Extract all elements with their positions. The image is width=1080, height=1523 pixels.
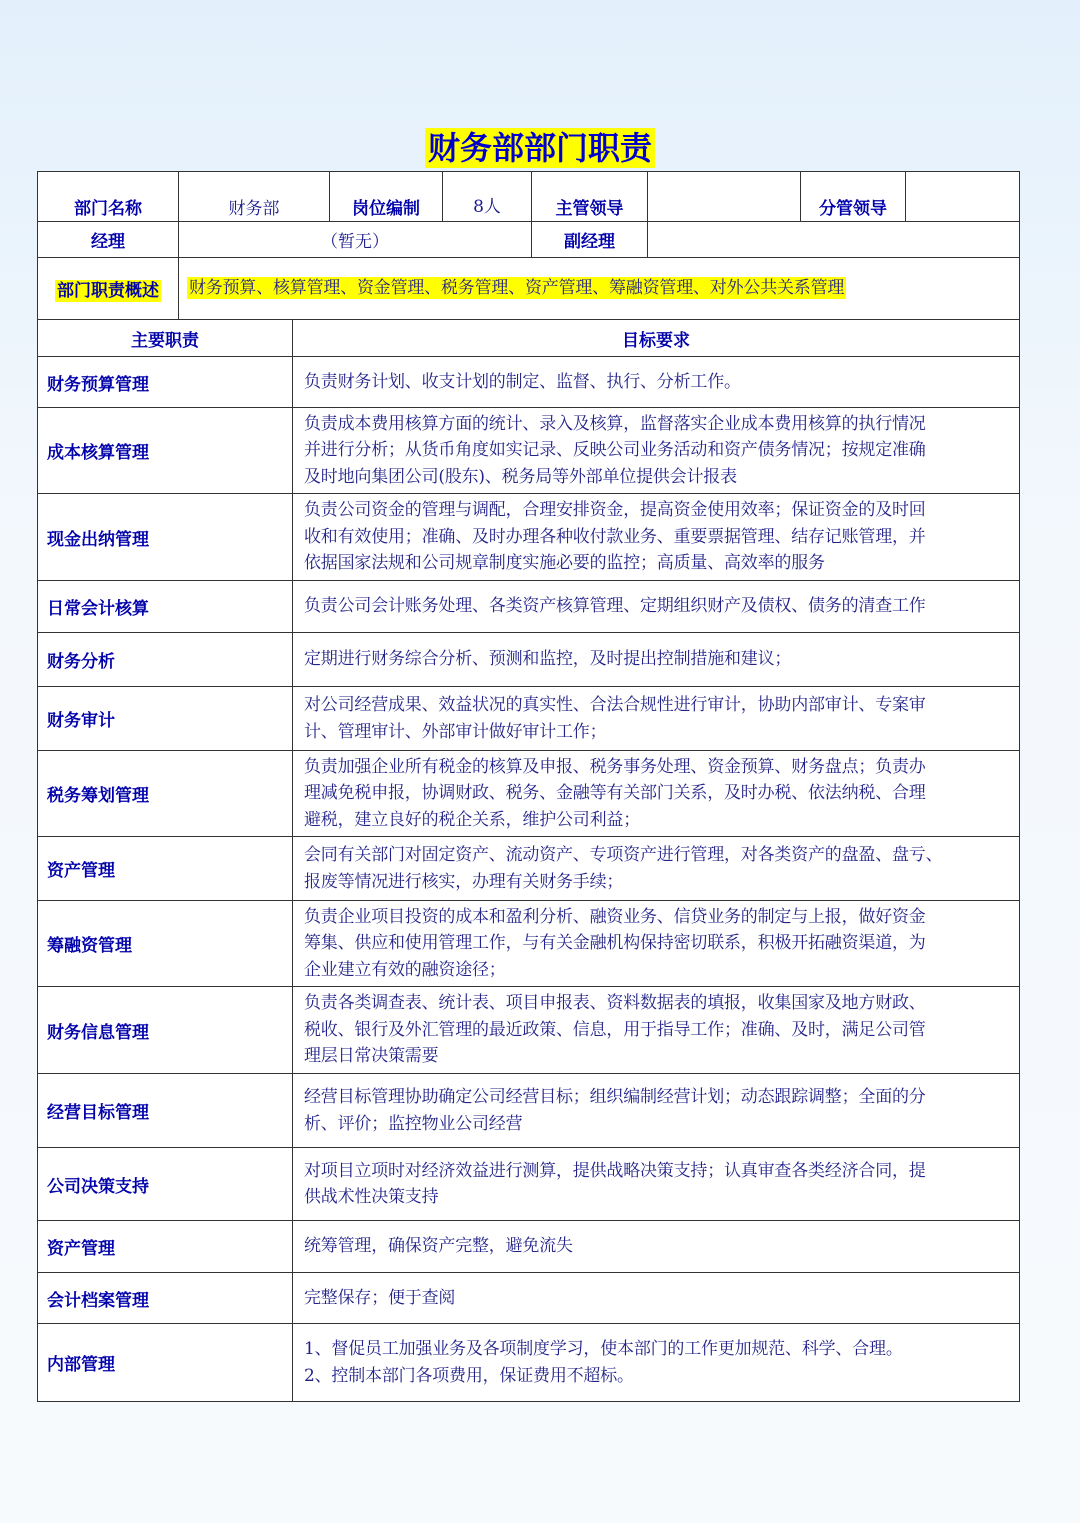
description-line: 负责企业项目投资的成本和盈利分析、融资业务、信贷业务的制定与上报，做好资金 (304, 906, 926, 927)
description-line: 析、评价；监控物业公司经营 (304, 1113, 523, 1134)
description-line: 依据国家法规和公司规章制度实施必要的监控；高质量、高效率的服务 (304, 553, 825, 574)
duty-description (293, 751, 1020, 837)
table-row (38, 581, 1020, 633)
duty-name: 资产管理 (38, 837, 293, 901)
summary-label: 部门职责概述 (57, 281, 159, 301)
leader-value (648, 172, 801, 222)
description-line: 完整保存；便于查阅 (304, 1287, 456, 1308)
duty-description (293, 1324, 1020, 1402)
info-row-1 (38, 172, 1020, 222)
duty-description (293, 494, 1020, 581)
table-row (38, 987, 1020, 1074)
duty-name: 日常会计核算 (38, 581, 293, 633)
duty-name: 经营目标管理 (38, 1074, 293, 1148)
dept-name-label: 部门名称 (38, 172, 179, 222)
description-line: 理减免税申报，协调财政、税务、金融等有关部门关系，及时办税、依法纳税、合理 (304, 783, 926, 804)
duty-description (293, 1273, 1020, 1324)
manager-label: 经理 (38, 222, 179, 258)
table-row (38, 1324, 1020, 1402)
responsibility-table (37, 171, 1020, 320)
duty-name: 资产管理 (38, 1221, 293, 1273)
duty-name: 内部管理 (38, 1324, 293, 1402)
description-line: 对公司经营成果、效益状况的真实性、合法合规性进行审计，协助内部审计、专案审 (304, 695, 926, 715)
duty-description (293, 901, 1020, 987)
duty-description (293, 987, 1020, 1074)
description-line: 负责财务计划、收支计划的制定、监督、执行、分析工作。 (304, 371, 741, 392)
description-line: 理层日常决策需要 (304, 1046, 439, 1067)
info-row-summary (38, 258, 1020, 320)
table-row (38, 1074, 1020, 1148)
table-row (38, 901, 1020, 987)
table-row (38, 1221, 1020, 1273)
duty-description (293, 357, 1020, 408)
info-row-2 (38, 222, 1020, 258)
table-row (38, 1273, 1020, 1324)
table-row (38, 751, 1020, 837)
description-line: 负责加强企业所有税金的核算及申报、税务事务处理、资金预算、财务盘点；负责办 (304, 756, 926, 777)
description-line: 2、控制本部门各项费用，保证费用不超标。 (304, 1365, 634, 1386)
description-line: 及时地向集团公司(股东)、税务局等外部单位提供会计报表 (304, 466, 737, 487)
duty-name: 财务预算管理 (38, 357, 293, 408)
page-title: 财务部部门职责 (425, 128, 655, 168)
page-title-wrap (0, 128, 1080, 172)
deputy-value (648, 222, 1020, 258)
table-row (38, 687, 1020, 751)
duty-name: 财务分析 (38, 633, 293, 687)
deputy-label: 副经理 (532, 222, 648, 258)
description-line: 定期进行财务综合分析、预测和监控，及时提出控制措施和建议； (304, 649, 792, 670)
table-row (38, 1148, 1020, 1221)
description-line: 收和有效使用；准确、及时办理各种收付款业务、重要票据管理、结存记账管理，并 (304, 526, 926, 547)
duty-description (293, 1221, 1020, 1273)
duty-column-header: 主要职责 (38, 320, 293, 357)
table-row (38, 837, 1020, 901)
table-row (38, 633, 1020, 687)
leader-label: 主管领导 (532, 172, 648, 222)
description-line: 负责公司会计账务处理、各类资产核算管理、定期组织财产及债权、债务的清查工作 (304, 596, 926, 617)
duty-description (293, 408, 1020, 494)
duty-header-row (38, 320, 1020, 357)
duty-name: 公司决策支持 (38, 1148, 293, 1221)
duty-description (293, 633, 1020, 687)
duty-name: 财务审计 (38, 687, 293, 751)
description-line: 报废等情况进行核实，办理有关财务手续； (304, 871, 624, 892)
description-line: 税收、银行及外汇管理的最近政策、信息，用于指导工作；准确、及时，满足公司管 (304, 1019, 926, 1040)
duty-name: 成本核算管理 (38, 408, 293, 494)
charge-leader-label: 分管领导 (801, 172, 906, 222)
description-line: 避税，建立良好的税企关系，维护公司利益； (304, 809, 640, 830)
duty-table (37, 319, 1020, 1402)
duty-description (293, 581, 1020, 633)
duty-name: 会计档案管理 (38, 1273, 293, 1324)
table-row (38, 494, 1020, 581)
target-column-header: 目标要求 (293, 320, 1020, 357)
charge-leader-value (906, 172, 1020, 222)
description-line: 统筹管理，确保资产完整，避免流失 (304, 1236, 573, 1257)
description-line: 供战术性决策支持 (304, 1187, 439, 1207)
description-line: 负责成本费用核算方面的统计、录入及核算，监督落实企业成本费用核算的执行情况 (304, 413, 926, 434)
duty-description (293, 837, 1020, 901)
table-row (38, 357, 1020, 408)
description-line: 经营目标管理协助确定公司经营目标；组织编制经营计划；动态跟踪调整；全面的分 (304, 1087, 926, 1107)
description-line: 企业建立有效的融资途径； (304, 959, 506, 980)
description-line: 筹集、供应和使用管理工作，与有关金融机构保持密切联系，积极开拓融资渠道，为 (304, 933, 926, 954)
table-row (38, 408, 1020, 494)
dept-name-value: 财务部 (179, 172, 330, 222)
duty-name: 筹融资管理 (38, 901, 293, 987)
description-line: 并进行分析；从货币角度如实记录、反映公司业务活动和资产债务情况；按规定准确 (304, 440, 926, 461)
summary-label-cell (38, 258, 179, 320)
headcount-label: 岗位编制 (330, 172, 443, 222)
duty-name: 财务信息管理 (38, 987, 293, 1074)
description-line: 1、督促员工加强业务及各项制度学习，使本部门的工作更加规范、科学、合理。 (304, 1339, 903, 1359)
description-line: 负责各类调查表、统计表、项目申报表、资料数据表的填报，收集国家及地方财政、 (304, 993, 926, 1014)
description-line: 会同有关部门对固定资产、流动资产、专项资产进行管理，对各类资产的盘盈、盘亏、 (304, 845, 943, 865)
summary-value-cell (179, 258, 1020, 320)
summary-value: 财务预算、核算管理、资金管理、税务管理、资产管理、筹融资管理、对外公共关系管理 (189, 278, 845, 299)
description-line: 计、管理审计、外部审计做好审计工作； (304, 721, 607, 742)
description-line: 对项目立项时对经济效益进行测算，提供战略决策支持；认真审查各类经济合同，提 (304, 1160, 926, 1181)
headcount-value: 8人 (443, 172, 532, 222)
description-line: 负责公司资金的管理与调配，合理安排资金，提高资金使用效率；保证资金的及时回 (304, 500, 926, 521)
manager-value: （暂无） (179, 222, 532, 258)
duty-description (293, 1148, 1020, 1221)
duty-description (293, 1074, 1020, 1148)
duty-description (293, 687, 1020, 751)
duty-name: 税务筹划管理 (38, 751, 293, 837)
duty-name: 现金出纳管理 (38, 494, 293, 581)
